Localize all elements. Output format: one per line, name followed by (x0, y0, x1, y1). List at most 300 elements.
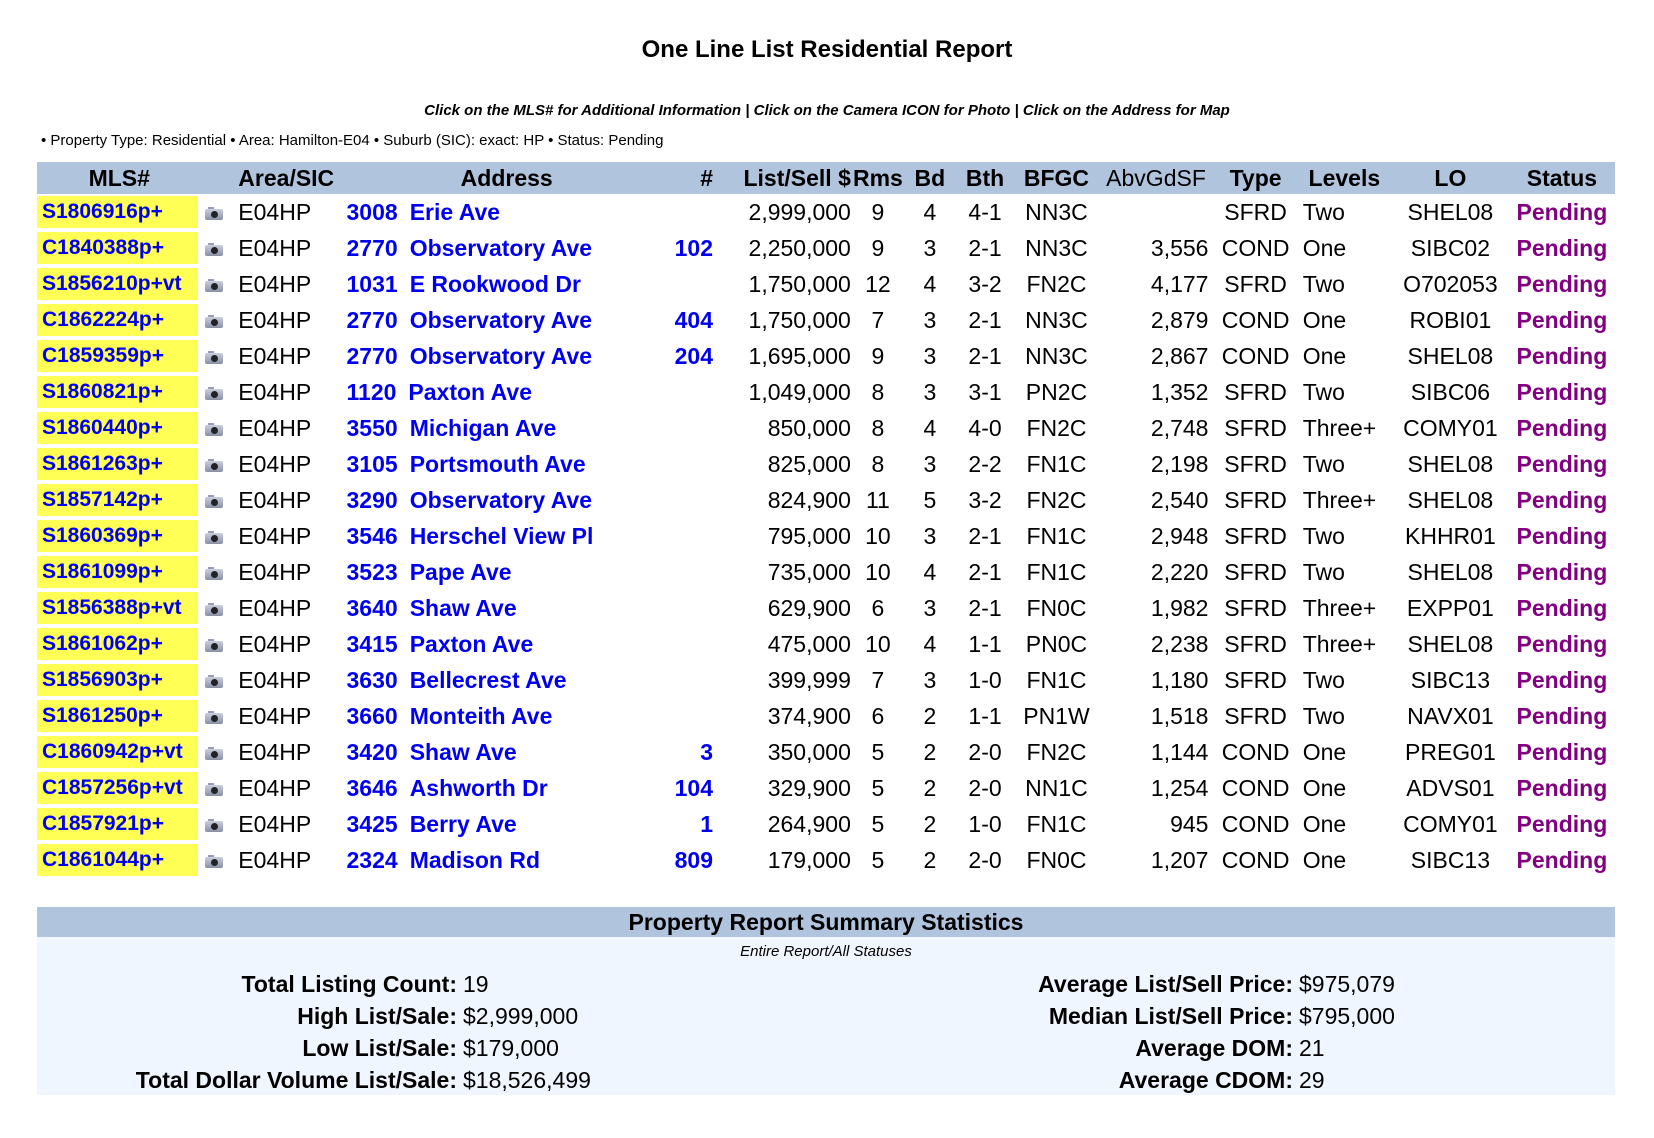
col-header-levels: Levels (1297, 162, 1392, 194)
summary-title: Property Report Summary Statistics (37, 907, 1615, 937)
property-type: SFRD (1224, 594, 1287, 621)
baths: 2-1 (968, 594, 1002, 621)
status-text: Pending (1516, 234, 1608, 261)
bfgc: FN2C (1026, 738, 1087, 765)
bedrooms: 3 (923, 666, 937, 693)
camera-icon[interactable] (204, 350, 224, 364)
camera-icon[interactable] (204, 566, 224, 580)
bfgc: NN3C (1025, 342, 1088, 369)
mls-link[interactable]: S1861099p+ (37, 556, 198, 588)
address-link[interactable]: 3646 Ashworth Dr (346, 774, 548, 801)
bfgc: PN1W (1023, 702, 1090, 729)
summary-subtitle: Entire Report/All Statuses (740, 943, 912, 960)
camera-icon[interactable] (204, 602, 224, 616)
rooms: 7 (871, 666, 885, 693)
bedrooms: 2 (923, 702, 937, 729)
list-price: 825,000 (767, 450, 851, 477)
above-grade-sqft: 945 (1170, 810, 1209, 837)
levels: One (1302, 306, 1347, 333)
listing-office: SIBC06 (1410, 378, 1491, 405)
area-sic: E04HP (238, 234, 312, 261)
list-price: 1,750,000 (748, 270, 851, 297)
col-header-type: Type (1214, 162, 1296, 194)
stat-average-price: Average List/Sell Price: $975,079 (1038, 971, 1395, 997)
rooms: 6 (871, 702, 885, 729)
camera-icon[interactable] (204, 458, 224, 472)
mls-link[interactable]: C1860942p+vt (37, 736, 198, 768)
area-sic: E04HP (238, 630, 312, 657)
baths: 3-2 (968, 486, 1002, 513)
address-link[interactable]: 2770 Observatory Ave (346, 342, 593, 369)
table-row (37, 554, 1615, 590)
col-header-sqft: AbvGdSF (1098, 162, 1215, 194)
baths: 2-0 (968, 846, 1002, 873)
status-text: Pending (1516, 306, 1608, 333)
property-type: SFRD (1224, 702, 1287, 729)
report-instructions: Click on the MLS# for Additional Information | Click on the Camera ICON for Photo | Click on the Address for Map (424, 102, 1230, 119)
address-link[interactable]: 3640 Shaw Ave (346, 594, 517, 621)
rooms: 5 (871, 810, 885, 837)
area-sic: E04HP (238, 270, 312, 297)
levels: Two (1302, 522, 1345, 549)
levels: Three+ (1302, 486, 1377, 513)
list-price: 824,900 (767, 486, 851, 513)
address-link[interactable]: 3660 Monteith Ave (346, 702, 553, 729)
mls-link[interactable]: C1857256p+vt (37, 772, 198, 804)
listing-office: SHEL08 (1407, 198, 1494, 225)
listing-office: SHEL08 (1407, 558, 1494, 585)
address-link[interactable]: 2770 Observatory Ave (346, 306, 593, 333)
property-type: SFRD (1224, 378, 1287, 405)
col-header-bedrooms: Bd (905, 162, 955, 194)
listing-office: SHEL08 (1407, 630, 1494, 657)
list-price: 264,900 (767, 810, 851, 837)
levels: Three+ (1302, 414, 1377, 441)
bedrooms: 3 (923, 306, 937, 333)
property-type: SFRD (1224, 414, 1287, 441)
rooms: 7 (871, 306, 885, 333)
address-link[interactable]: 3008 Erie Ave (346, 198, 501, 225)
table-row (37, 662, 1615, 698)
levels: Three+ (1302, 594, 1377, 621)
address-link[interactable]: 3105 Portsmouth Ave (346, 450, 586, 477)
area-sic: E04HP (238, 198, 312, 225)
listing-office: KHHR01 (1405, 522, 1496, 549)
unit-number: 3 (700, 738, 713, 765)
stat-average-cdom: Average CDOM: 29 (1118, 1067, 1325, 1093)
camera-icon[interactable] (204, 314, 224, 328)
col-header-rooms: Rms (851, 162, 905, 194)
col-header-address: Address (347, 162, 667, 194)
levels: One (1302, 846, 1347, 873)
bfgc: FN1C (1026, 666, 1087, 693)
camera-icon[interactable] (204, 818, 224, 832)
area-sic: E04HP (238, 846, 312, 873)
listings-table (37, 162, 1615, 878)
area-sic: E04HP (238, 450, 312, 477)
bedrooms: 3 (923, 234, 937, 261)
status-text: Pending (1516, 774, 1608, 801)
address-link[interactable]: 3523 Pape Ave (346, 558, 512, 585)
area-sic: E04HP (238, 342, 312, 369)
summary-left-column (37, 971, 826, 1099)
unit-number (667, 374, 721, 410)
stat-total-dollar-volume: Total Dollar Volume List/Sale: $18,526,499 (135, 1067, 591, 1093)
address-link[interactable]: 3630 Bellecrest Ave (346, 666, 567, 693)
stat-average-dom: Average DOM: 21 (1135, 1035, 1325, 1061)
list-price: 329,900 (767, 774, 851, 801)
search-criteria: • Property Type: Residential • Area: Hamilton-E04 • Suburb (SIC): exact: HP • Status: Pending (41, 132, 664, 149)
rooms: 6 (871, 594, 885, 621)
unit-number (667, 266, 721, 302)
property-type: SFRD (1224, 486, 1287, 513)
listing-office: SIBC13 (1410, 846, 1491, 873)
status-text: Pending (1516, 666, 1608, 693)
rooms: 12 (865, 270, 891, 297)
col-header-price: List/Sell $ (721, 162, 851, 194)
unit-number: 809 (674, 846, 713, 873)
above-grade-sqft: 1,254 (1150, 774, 1209, 801)
table-row (37, 626, 1615, 662)
mls-link[interactable]: S1861062p+ (37, 628, 198, 660)
col-header-status: Status (1509, 162, 1615, 194)
address-link[interactable]: 3425 Berry Ave (346, 810, 517, 837)
stat-median-price: Median List/Sell Price: $795,000 (1048, 1003, 1395, 1029)
levels: Two (1302, 378, 1345, 405)
camera-icon[interactable] (204, 782, 224, 796)
camera-icon[interactable] (204, 710, 224, 724)
area-sic: E04HP (238, 486, 312, 513)
address-link[interactable]: 3546 Herschel View Pl (346, 522, 594, 549)
summary-right-column (826, 971, 1615, 1099)
report-title: One Line List Residential Report (641, 36, 1013, 63)
bedrooms: 4 (923, 198, 937, 225)
table-row (37, 518, 1615, 554)
above-grade-sqft: 2,748 (1150, 414, 1209, 441)
status-text: Pending (1516, 702, 1608, 729)
property-type: COND (1221, 774, 1290, 801)
rooms: 5 (871, 846, 885, 873)
baths: 2-1 (968, 522, 1002, 549)
table-row (37, 734, 1615, 770)
status-text: Pending (1516, 198, 1608, 225)
table-row (37, 374, 1615, 410)
list-price: 2,250,000 (748, 234, 851, 261)
levels: One (1302, 774, 1347, 801)
address-link[interactable]: 1031 E Rookwood Dr (346, 270, 581, 297)
bfgc: NN1C (1025, 774, 1088, 801)
list-price: 1,695,000 (748, 342, 851, 369)
bedrooms: 5 (923, 486, 937, 513)
bedrooms: 2 (923, 810, 937, 837)
property-type: COND (1221, 234, 1290, 261)
unit-number (667, 518, 721, 554)
unit-number (667, 194, 721, 230)
list-price: 2,999,000 (748, 198, 851, 225)
mls-link[interactable]: C1862224p+ (37, 304, 198, 336)
mls-link[interactable]: S1861263p+ (37, 448, 198, 480)
levels: One (1302, 234, 1347, 261)
listing-office: SHEL08 (1407, 342, 1494, 369)
bfgc: NN3C (1025, 198, 1088, 225)
mls-link[interactable]: S1861250p+ (37, 700, 198, 732)
unit-number: 404 (674, 306, 713, 333)
area-sic: E04HP (238, 378, 312, 405)
list-price: 795,000 (767, 522, 851, 549)
camera-icon[interactable] (204, 638, 224, 652)
bfgc: NN3C (1025, 234, 1088, 261)
unit-number: 102 (674, 234, 713, 261)
property-type: SFRD (1224, 198, 1287, 225)
rooms: 8 (871, 378, 885, 405)
area-sic: E04HP (238, 594, 312, 621)
bedrooms: 3 (923, 594, 937, 621)
camera-icon[interactable] (204, 494, 224, 508)
above-grade-sqft: 2,948 (1150, 522, 1209, 549)
bedrooms: 3 (923, 378, 937, 405)
status-text: Pending (1516, 594, 1608, 621)
baths: 2-1 (968, 558, 1002, 585)
baths: 2-2 (968, 450, 1002, 477)
above-grade-sqft (1098, 194, 1215, 230)
address-link[interactable]: 2324 Madison Rd (346, 846, 541, 873)
listing-office: ADVS01 (1406, 774, 1495, 801)
camera-icon[interactable] (204, 674, 224, 688)
status-text: Pending (1516, 378, 1608, 405)
address-link[interactable]: 3420 Shaw Ave (346, 738, 517, 765)
camera-icon[interactable] (204, 278, 224, 292)
above-grade-sqft: 4,177 (1150, 270, 1209, 297)
status-text: Pending (1516, 486, 1608, 513)
camera-icon[interactable] (204, 854, 224, 868)
status-text: Pending (1516, 558, 1608, 585)
levels: One (1302, 810, 1347, 837)
property-type: SFRD (1224, 450, 1287, 477)
camera-icon[interactable] (204, 242, 224, 256)
listing-office: NAVX01 (1407, 702, 1494, 729)
table-row (37, 842, 1615, 878)
area-sic: E04HP (238, 522, 312, 549)
bedrooms: 2 (923, 846, 937, 873)
list-price: 850,000 (767, 414, 851, 441)
list-price: 1,750,000 (748, 306, 851, 333)
bfgc: FN2C (1026, 414, 1087, 441)
mls-link[interactable]: S1857142p+ (37, 484, 198, 516)
baths: 2-0 (968, 738, 1002, 765)
area-sic: E04HP (238, 306, 312, 333)
list-price: 399,999 (767, 666, 851, 693)
rooms: 8 (871, 450, 885, 477)
above-grade-sqft: 1,518 (1150, 702, 1209, 729)
property-type: SFRD (1224, 666, 1287, 693)
baths: 4-0 (968, 414, 1002, 441)
above-grade-sqft: 1,207 (1150, 846, 1209, 873)
listing-office: PREG01 (1405, 738, 1496, 765)
bfgc: FN2C (1026, 486, 1087, 513)
stat-high-list-sale: High List/Sale: $2,999,000 (297, 1003, 579, 1029)
baths: 2-1 (968, 342, 1002, 369)
listing-office: COMY01 (1403, 414, 1498, 441)
table-row (37, 302, 1615, 338)
list-price: 179,000 (767, 846, 851, 873)
address-link[interactable]: 3290 Observatory Ave (346, 486, 593, 513)
baths: 1-0 (968, 810, 1002, 837)
bfgc: FN0C (1026, 594, 1087, 621)
unit-number: 1 (700, 810, 713, 837)
unit-number (667, 410, 721, 446)
area-sic: E04HP (238, 810, 312, 837)
levels: Two (1302, 450, 1345, 477)
area-sic: E04HP (238, 666, 312, 693)
mls-link[interactable]: S1856388p+vt (37, 592, 198, 624)
listing-office: SIBC02 (1410, 234, 1491, 261)
list-price: 374,900 (767, 702, 851, 729)
mls-link[interactable]: S1860821p+ (37, 376, 198, 408)
property-type: COND (1221, 342, 1290, 369)
bedrooms: 4 (923, 630, 937, 657)
mls-link[interactable]: S1860369p+ (37, 520, 198, 552)
bfgc: PN2C (1025, 378, 1088, 405)
camera-icon[interactable] (204, 386, 224, 400)
stat-low-list-sale: Low List/Sale: $179,000 (302, 1035, 559, 1061)
mls-link[interactable]: S1806916p+ (37, 196, 198, 228)
bedrooms: 4 (923, 270, 937, 297)
baths: 3-1 (968, 378, 1002, 405)
unit-number (667, 698, 721, 734)
property-type: COND (1221, 846, 1290, 873)
baths: 2-1 (968, 234, 1002, 261)
property-type: SFRD (1224, 522, 1287, 549)
unit-number (667, 662, 721, 698)
address-link[interactable]: 2770 Observatory Ave (346, 234, 593, 261)
mls-link[interactable]: S1860440p+ (37, 412, 198, 444)
camera-icon[interactable] (204, 422, 224, 436)
mls-link[interactable]: C1861044p+ (37, 844, 198, 876)
mls-link[interactable]: C1840388p+ (37, 232, 198, 264)
rooms: 10 (865, 630, 891, 657)
camera-icon[interactable] (204, 206, 224, 220)
above-grade-sqft: 1,144 (1150, 738, 1209, 765)
col-header-unit: # (667, 162, 721, 194)
unit-number (667, 590, 721, 626)
area-sic: E04HP (238, 558, 312, 585)
rooms: 9 (871, 234, 885, 261)
table-row (37, 770, 1615, 806)
levels: One (1302, 738, 1347, 765)
rooms: 9 (871, 342, 885, 369)
camera-icon[interactable] (204, 746, 224, 760)
area-sic: E04HP (238, 414, 312, 441)
above-grade-sqft: 1,352 (1150, 378, 1209, 405)
bfgc: NN3C (1025, 306, 1088, 333)
address-link[interactable]: 1120 Paxton Ave (346, 378, 532, 405)
list-price: 735,000 (767, 558, 851, 585)
rooms: 10 (865, 522, 891, 549)
baths: 3-2 (968, 270, 1002, 297)
bedrooms: 3 (923, 450, 937, 477)
rooms: 5 (871, 738, 885, 765)
listing-office: O702053 (1403, 270, 1498, 297)
status-text: Pending (1516, 270, 1608, 297)
above-grade-sqft: 2,879 (1150, 306, 1209, 333)
mls-link[interactable]: S1856210p+vt (37, 268, 198, 300)
bfgc: FN1C (1026, 450, 1087, 477)
bedrooms: 3 (923, 342, 937, 369)
baths: 4-1 (968, 198, 1002, 225)
col-header-bfgc: BFGC (1015, 162, 1097, 194)
col-header-mls: MLS# (37, 162, 202, 194)
bfgc: FN1C (1026, 522, 1087, 549)
listing-office: SHEL08 (1407, 486, 1494, 513)
levels: Two (1302, 270, 1345, 297)
summary-panel (37, 937, 1615, 1095)
table-row (37, 410, 1615, 446)
rooms: 10 (865, 558, 891, 585)
mls-link[interactable]: C1859359p+ (37, 340, 198, 372)
status-text: Pending (1516, 846, 1608, 873)
baths: 2-0 (968, 774, 1002, 801)
unit-number (667, 446, 721, 482)
status-text: Pending (1516, 738, 1608, 765)
table-row (37, 806, 1615, 842)
rooms: 11 (865, 486, 890, 513)
list-price: 629,900 (767, 594, 851, 621)
above-grade-sqft: 2,198 (1150, 450, 1209, 477)
bedrooms: 4 (923, 558, 937, 585)
listing-office: SHEL08 (1407, 450, 1494, 477)
area-sic: E04HP (238, 702, 312, 729)
unit-number (667, 626, 721, 662)
listing-office: EXPP01 (1406, 594, 1494, 621)
rooms: 9 (871, 198, 885, 225)
unit-number: 104 (674, 774, 713, 801)
address-link[interactable]: 3415 Paxton Ave (346, 630, 534, 657)
above-grade-sqft: 1,180 (1150, 666, 1209, 693)
col-header-camera (202, 162, 239, 194)
table-row (37, 698, 1615, 734)
above-grade-sqft: 2,238 (1150, 630, 1209, 657)
address-link[interactable]: 3550 Michigan Ave (346, 414, 557, 441)
baths: 1-1 (968, 702, 1002, 729)
col-header-area: Area/SIC (238, 162, 346, 194)
table-row (37, 590, 1615, 626)
property-type: SFRD (1224, 558, 1287, 585)
list-price: 350,000 (767, 738, 851, 765)
table-header-row (37, 162, 1615, 194)
bedrooms: 2 (923, 738, 937, 765)
levels: Two (1302, 702, 1345, 729)
levels: Two (1302, 198, 1345, 225)
above-grade-sqft: 2,220 (1150, 558, 1209, 585)
mls-link[interactable]: S1856903p+ (37, 664, 198, 696)
mls-link[interactable]: C1857921p+ (37, 808, 198, 840)
baths: 1-1 (968, 630, 1002, 657)
col-header-listing-office: LO (1392, 162, 1509, 194)
bfgc: FN0C (1026, 846, 1087, 873)
status-text: Pending (1516, 414, 1608, 441)
above-grade-sqft: 2,540 (1150, 486, 1209, 513)
status-text: Pending (1516, 630, 1608, 657)
levels: Two (1302, 558, 1345, 585)
bfgc: FN1C (1026, 810, 1087, 837)
property-type: SFRD (1224, 630, 1287, 657)
rooms: 5 (871, 774, 885, 801)
bedrooms: 3 (923, 522, 937, 549)
table-row (37, 482, 1615, 518)
camera-icon[interactable] (204, 530, 224, 544)
table-row (37, 194, 1615, 230)
levels: Three+ (1302, 630, 1377, 657)
